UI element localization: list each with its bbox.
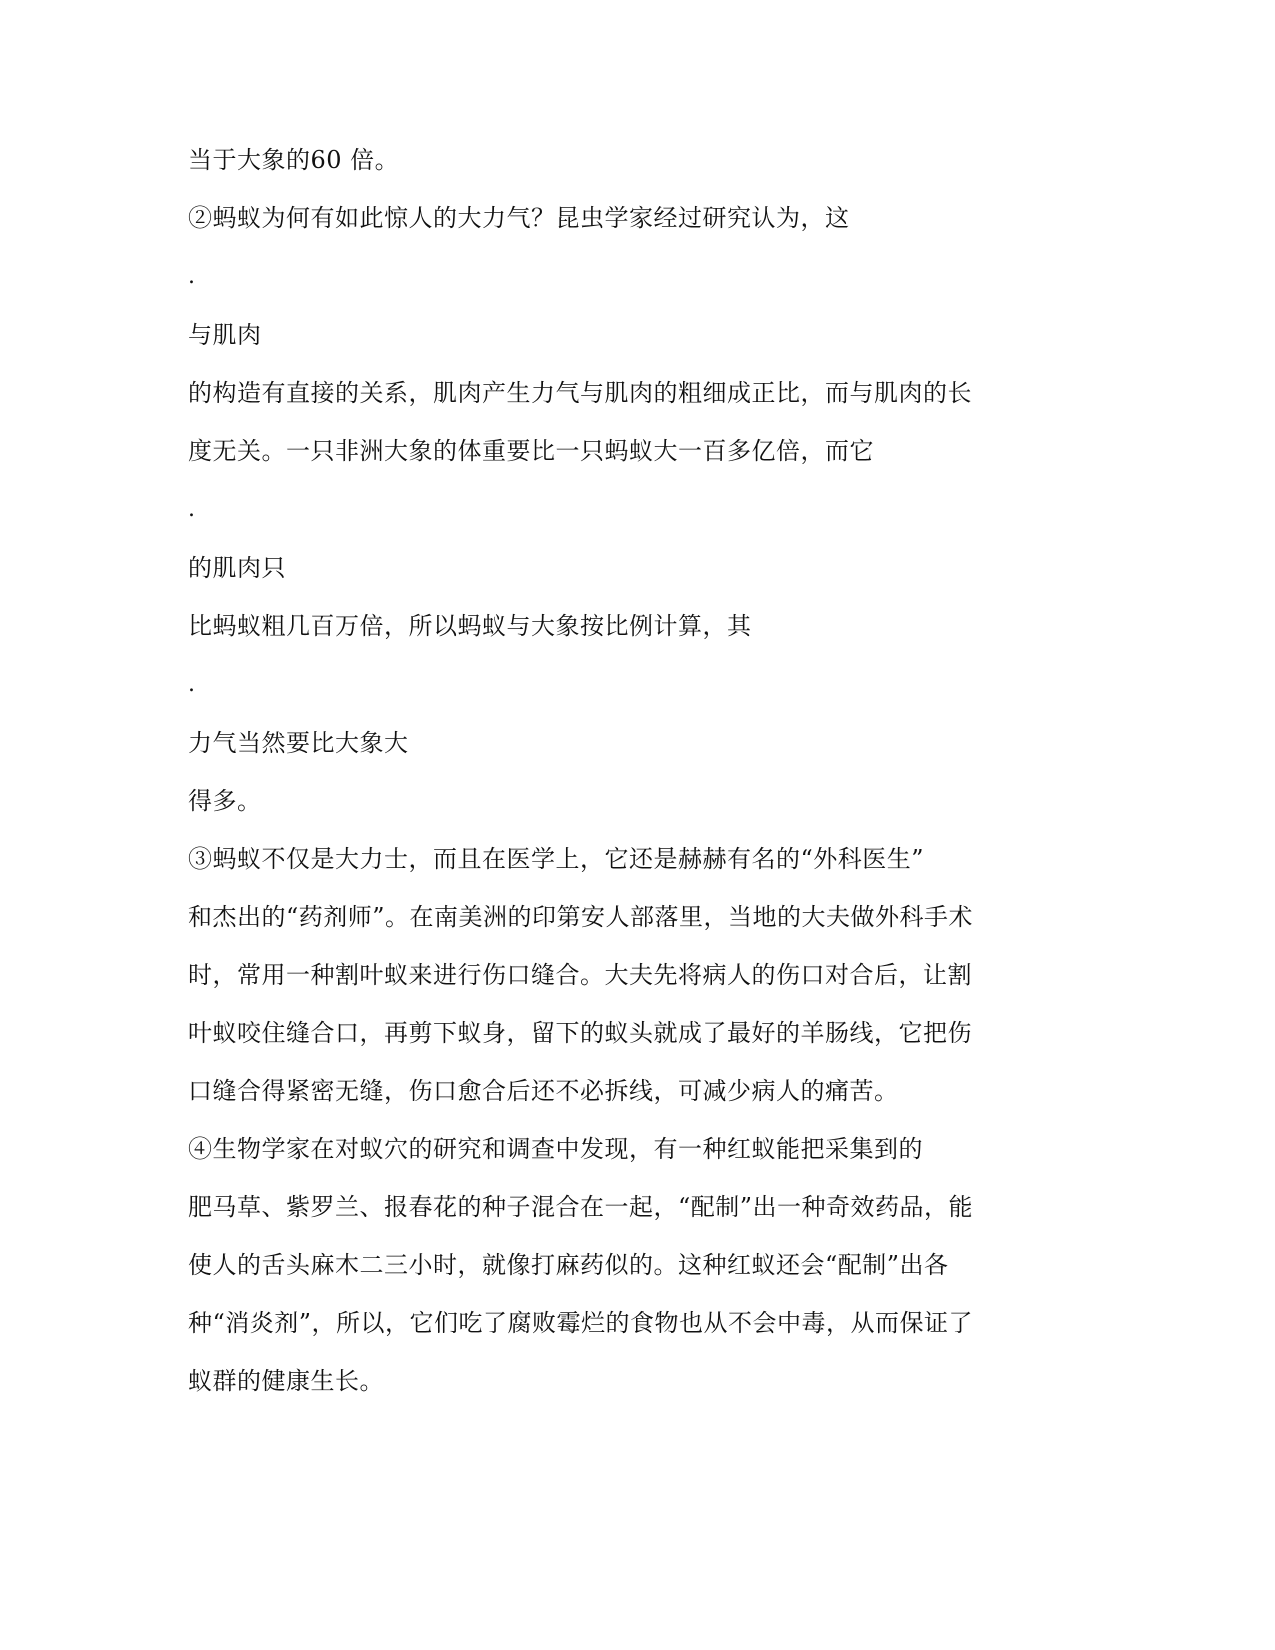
text-line: 力气当然要比大象大 bbox=[188, 729, 409, 757]
text-line: 蚁群的健康生长。 bbox=[188, 1367, 384, 1395]
text-line: 比蚂蚁粗几百万倍，所以蚂蚁与大象按比例计算，其 bbox=[188, 612, 752, 640]
text-line: 时，常用一种割叶蚁来进行伤口缝合。大夫先将病人的伤口对合后，让割 bbox=[188, 961, 972, 989]
text-line: 肥马草、紫罗兰、报春花的种子混合在一起，“配制”出一种奇效药品，能 bbox=[188, 1193, 974, 1221]
text-line: 当于大象的60 倍。 bbox=[188, 146, 400, 174]
text-line: . bbox=[188, 264, 196, 289]
text-line: . bbox=[188, 497, 196, 522]
text-line: 种“消炎剂”，所以，它们吃了腐败霉烂的食物也从不会中毒，从而保证了 bbox=[188, 1309, 974, 1337]
text-line: ③蚂蚁不仅是大力士，而且在医学上，它还是赫赫有名的“外科医生” bbox=[188, 845, 925, 873]
text-line: 叶蚁咬住缝合口，再剪下蚁身，留下的蚁头就成了最好的羊肠线，它把伤 bbox=[188, 1019, 972, 1047]
text-line: 口缝合得紧密无缝，伤口愈合后还不必拆线，可减少病人的痛苦。 bbox=[188, 1077, 899, 1105]
text-line: ②蚂蚁为何有如此惊人的大力气？昆虫学家经过研究认为，这 bbox=[188, 204, 850, 232]
text-line: 的构造有直接的关系，肌肉产生力气与肌肉的粗细成正比，而与肌肉的长 bbox=[188, 379, 972, 407]
text-line: 度无关。一只非洲大象的体重要比一只蚂蚁大一百多亿倍，而它 bbox=[188, 437, 874, 465]
text-line: . bbox=[188, 672, 196, 697]
text-line: 得多。 bbox=[188, 787, 262, 815]
text-line: 的肌肉只 bbox=[188, 554, 286, 582]
text-line: 与肌肉 bbox=[188, 321, 262, 349]
text-line: 和杰出的“药剂师”。在南美洲的印第安人部落里，当地的大夫做外科手术 bbox=[188, 903, 974, 931]
text-line: ④生物学家在对蚁穴的研究和调查中发现，有一种红蚁能把采集到的 bbox=[188, 1135, 923, 1163]
text-line: 使人的舌头麻木二三小时，就像打麻药似的。这种红蚁还会“配制”出各 bbox=[188, 1251, 949, 1279]
